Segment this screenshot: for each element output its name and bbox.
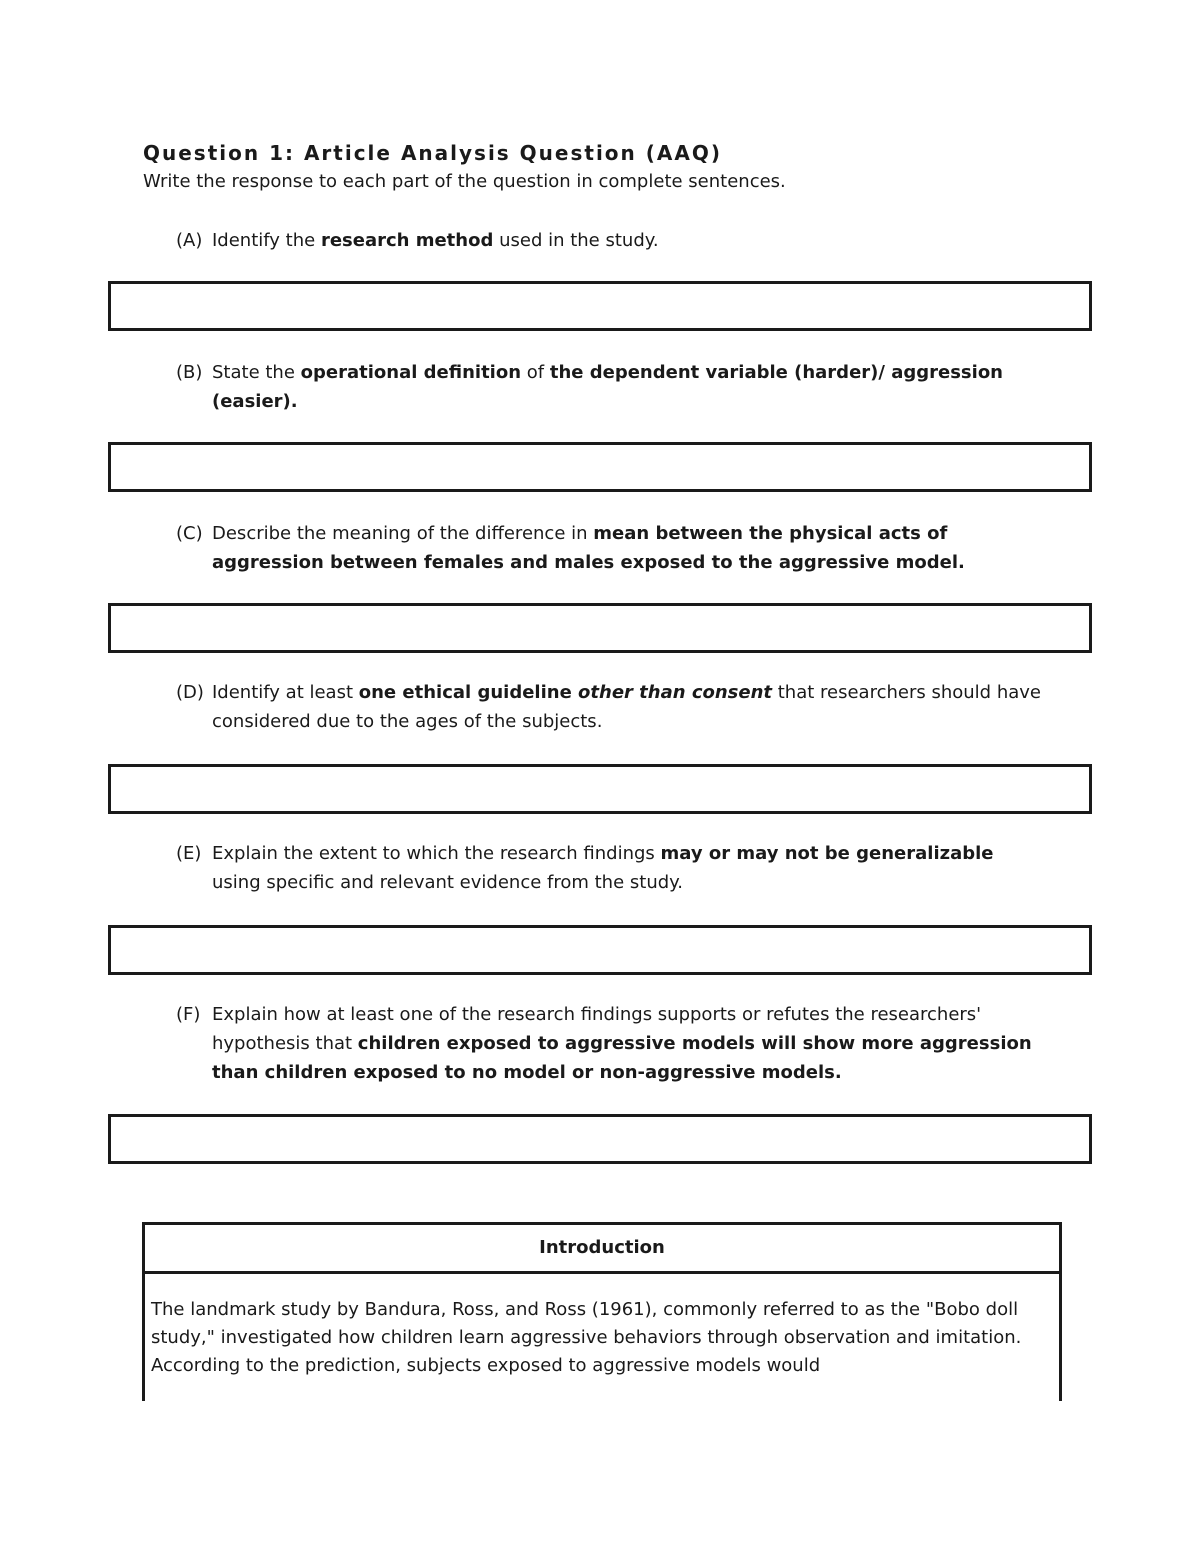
question-text-segment: may or may not be generalizable xyxy=(660,843,994,864)
question-text xyxy=(212,519,1042,577)
question-text-segment: Identify at least xyxy=(212,682,359,703)
question-c xyxy=(176,519,1042,577)
question-text-segment: using specific and relevant evidence from the study. xyxy=(212,872,683,893)
question-text-segment: State the xyxy=(212,362,301,383)
question-b xyxy=(176,358,1042,416)
question-d xyxy=(176,678,1042,736)
question-text-segment: other than consent xyxy=(578,682,773,703)
question-text-segment: one ethical guideline xyxy=(358,682,579,703)
answer-box-b[interactable] xyxy=(108,442,1092,492)
answer-box-a[interactable] xyxy=(108,281,1092,331)
question-text xyxy=(212,839,1042,897)
question-text xyxy=(212,1000,1042,1087)
question-letter: (B) xyxy=(176,362,203,383)
question-text xyxy=(212,226,1042,255)
question-text-segment: Explain the extent to which the research findings xyxy=(212,843,661,864)
question-text-segment: children exposed to aggressive models will show more aggression than children exposed to no model or non-aggressive models. xyxy=(212,1033,1032,1083)
introduction-heading: Introduction xyxy=(145,1225,1059,1274)
question-text-segment: that researchers should have considered due to the ages of the subjects. xyxy=(212,682,1041,732)
question-text-segment: research method xyxy=(320,230,494,251)
question-text-segment: of xyxy=(521,362,550,383)
question-letter: (C) xyxy=(176,523,203,544)
question-text xyxy=(212,678,1042,736)
question-text-segment: used in the study. xyxy=(493,230,659,251)
answer-box-c[interactable] xyxy=(108,603,1092,653)
answer-box-e[interactable] xyxy=(108,925,1092,975)
introduction-table xyxy=(142,1222,1062,1401)
question-letter: (A) xyxy=(176,230,203,251)
question-e xyxy=(176,839,1042,897)
question-a xyxy=(176,226,1042,255)
question-text-segment: Explain how at least one of the research findings supports or refutes the researchers' hypothesis that xyxy=(212,1004,982,1054)
question-text xyxy=(212,358,1042,416)
question-text-segment: operational definition xyxy=(300,362,522,383)
question-letter: (F) xyxy=(176,1004,201,1025)
question-letter: (E) xyxy=(176,843,202,864)
question-text-segment: the dependent variable (harder)/ aggression (easier). xyxy=(212,362,1003,412)
answer-box-d[interactable] xyxy=(108,764,1092,814)
question-letter: (D) xyxy=(176,682,204,703)
question-text-segment: Describe the meaning of the difference in xyxy=(212,523,594,544)
question-text-segment: Identify the xyxy=(212,230,321,251)
page-title: Question 1: Article Analysis Question (AAQ) xyxy=(143,141,722,165)
question-f xyxy=(176,1000,1042,1087)
answer-box-f[interactable] xyxy=(108,1114,1092,1164)
introduction-body: The landmark study by Bandura, Ross, and Ross (1961), commonly referred to as the "Bobo doll study," investigated how children learn aggressive behaviors through observation and imitation. According to the prediction, subjects exposed to aggressive models would xyxy=(151,1299,1022,1376)
instructions: Write the response to each part of the question in complete sentences. xyxy=(143,171,786,192)
question-text-segment: mean between the physical acts of aggression between females and males exposed to the aggressive model. xyxy=(212,523,965,573)
